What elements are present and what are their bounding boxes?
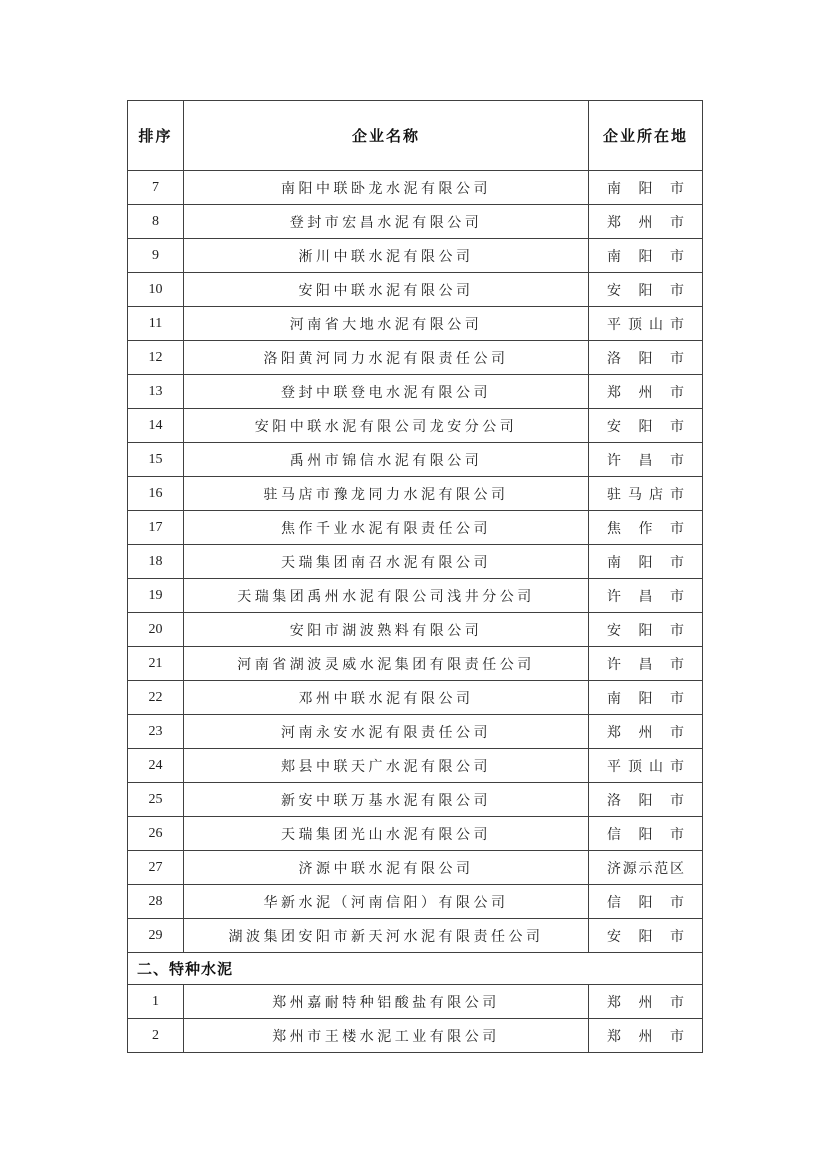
rank-cell: 16 (128, 477, 184, 511)
name-cell: 天瑞集团禹州水泥有限公司浅井分公司 (184, 579, 589, 613)
location-cell: 安阳市 (589, 919, 703, 953)
table-row (128, 341, 703, 375)
rank-cell: 24 (128, 749, 184, 783)
rank-cell: 1 (128, 985, 184, 1019)
table-row (128, 273, 703, 307)
name-cell: 焦作千业水泥有限责任公司 (184, 511, 589, 545)
table-row (128, 409, 703, 443)
location-cell: 许昌市 (589, 579, 703, 613)
location-cell: 平顶山市 (589, 749, 703, 783)
table-row (128, 985, 703, 1019)
rank-cell: 9 (128, 239, 184, 273)
name-cell: 华新水泥（河南信阳）有限公司 (184, 885, 589, 919)
rank-cell: 18 (128, 545, 184, 579)
name-cell: 湖波集团安阳市新天河水泥有限责任公司 (184, 919, 589, 953)
table-row (128, 681, 703, 715)
location-cell: 南阳市 (589, 171, 703, 205)
location-cell: 济源示范区 (589, 851, 703, 885)
table-row (128, 205, 703, 239)
location-cell: 郑州市 (589, 375, 703, 409)
name-cell: 南阳中联卧龙水泥有限公司 (184, 171, 589, 205)
location-cell: 南阳市 (589, 545, 703, 579)
rank-cell: 17 (128, 511, 184, 545)
table-row (128, 613, 703, 647)
location-cell: 郑州市 (589, 205, 703, 239)
rank-cell: 28 (128, 885, 184, 919)
rank-cell: 22 (128, 681, 184, 715)
rank-cell: 2 (128, 1019, 184, 1053)
section-header-row (128, 953, 703, 985)
name-cell: 新安中联万基水泥有限公司 (184, 783, 589, 817)
rank-cell: 25 (128, 783, 184, 817)
rank-cell: 15 (128, 443, 184, 477)
name-cell: 河南永安水泥有限责任公司 (184, 715, 589, 749)
location-cell: 郑州市 (589, 1019, 703, 1053)
table-row (128, 511, 703, 545)
name-cell: 安阳中联水泥有限公司 (184, 273, 589, 307)
cement-companies-table (127, 100, 703, 1053)
location-cell: 南阳市 (589, 681, 703, 715)
table-row (128, 885, 703, 919)
location-cell: 郑州市 (589, 715, 703, 749)
rank-cell: 12 (128, 341, 184, 375)
rank-cell: 27 (128, 851, 184, 885)
table-row (128, 375, 703, 409)
name-cell: 郏县中联天广水泥有限公司 (184, 749, 589, 783)
location-cell: 南阳市 (589, 239, 703, 273)
table-row (128, 647, 703, 681)
location-cell: 安阳市 (589, 613, 703, 647)
column-header-location: 企业所在地 (589, 101, 703, 171)
rank-cell: 13 (128, 375, 184, 409)
name-cell: 淅川中联水泥有限公司 (184, 239, 589, 273)
name-cell: 驻马店市豫龙同力水泥有限公司 (184, 477, 589, 511)
table-row (128, 171, 703, 205)
rank-cell: 29 (128, 919, 184, 953)
location-cell: 洛阳市 (589, 341, 703, 375)
table-row (128, 851, 703, 885)
name-cell: 禹州市锦信水泥有限公司 (184, 443, 589, 477)
name-cell: 郑州市王楼水泥工业有限公司 (184, 1019, 589, 1053)
rank-cell: 23 (128, 715, 184, 749)
name-cell: 天瑞集团南召水泥有限公司 (184, 545, 589, 579)
name-cell: 登封中联登电水泥有限公司 (184, 375, 589, 409)
location-cell: 驻马店市 (589, 477, 703, 511)
table-row (128, 715, 703, 749)
rank-cell: 7 (128, 171, 184, 205)
location-cell: 安阳市 (589, 273, 703, 307)
location-cell: 郑州市 (589, 985, 703, 1019)
location-cell: 焦作市 (589, 511, 703, 545)
location-cell: 安阳市 (589, 409, 703, 443)
table-row (128, 307, 703, 341)
table-row (128, 545, 703, 579)
table-row (128, 477, 703, 511)
table-header-row (128, 101, 703, 171)
name-cell: 天瑞集团光山水泥有限公司 (184, 817, 589, 851)
rank-cell: 8 (128, 205, 184, 239)
location-cell: 洛阳市 (589, 783, 703, 817)
column-header-company-name: 企业名称 (184, 101, 589, 171)
name-cell: 安阳市湖波熟料有限公司 (184, 613, 589, 647)
name-cell: 安阳中联水泥有限公司龙安分公司 (184, 409, 589, 443)
name-cell: 登封市宏昌水泥有限公司 (184, 205, 589, 239)
location-cell: 信阳市 (589, 885, 703, 919)
rank-cell: 26 (128, 817, 184, 851)
table-body (128, 171, 703, 1053)
name-cell: 河南省湖波灵威水泥集团有限责任公司 (184, 647, 589, 681)
location-cell: 许昌市 (589, 443, 703, 477)
rank-cell: 14 (128, 409, 184, 443)
table-row (128, 817, 703, 851)
rank-cell: 10 (128, 273, 184, 307)
name-cell: 济源中联水泥有限公司 (184, 851, 589, 885)
table-row (128, 1019, 703, 1053)
table-row (128, 749, 703, 783)
rank-cell: 19 (128, 579, 184, 613)
location-cell: 信阳市 (589, 817, 703, 851)
rank-cell: 21 (128, 647, 184, 681)
table-row (128, 783, 703, 817)
table-row (128, 443, 703, 477)
name-cell: 邓州中联水泥有限公司 (184, 681, 589, 715)
section-title: 二、特种水泥 (128, 953, 703, 985)
location-cell: 许昌市 (589, 647, 703, 681)
table-row (128, 919, 703, 953)
name-cell: 河南省大地水泥有限公司 (184, 307, 589, 341)
table-row (128, 579, 703, 613)
rank-cell: 11 (128, 307, 184, 341)
column-header-rank: 排序 (128, 101, 184, 171)
rank-cell: 20 (128, 613, 184, 647)
location-cell: 平顶山市 (589, 307, 703, 341)
name-cell: 郑州嘉耐特种铝酸盐有限公司 (184, 985, 589, 1019)
name-cell: 洛阳黄河同力水泥有限责任公司 (184, 341, 589, 375)
table-row (128, 239, 703, 273)
